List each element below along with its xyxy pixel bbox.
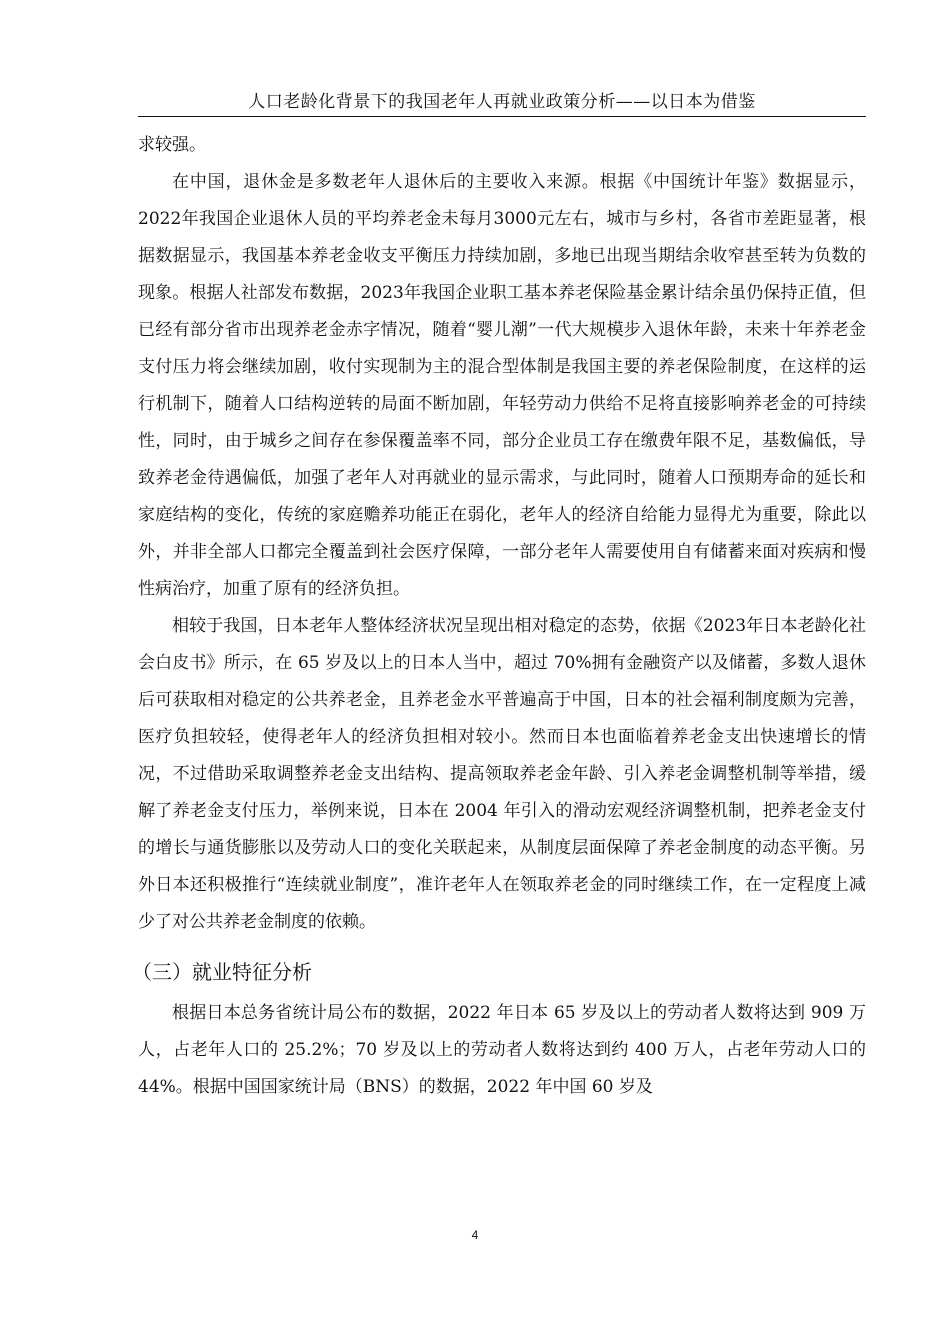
paragraph-employment-stats: 根据日本总务省统计局公布的数据，2022 年日本 65 岁及以上的劳动者人数将达到 909 万人，占老年人口的 25.2%；70 岁及以上的劳动者人数将达到约 400 万人，占老年劳动人口的 44%。根据中国国家统计局（BNS）的数据，2022 年中国 60 岁及: [138, 1003, 866, 1097]
paragraph-continuation: 求较强。: [138, 135, 206, 155]
header-rule: [138, 116, 866, 117]
document-body: [132, 127, 866, 1106]
paragraph-pension-china: 在中国，退休金是多数老年人退休后的主要收入来源。根据《中国统计年鉴》数据显示，2022年我国企业退休人员的平均养老金未每月3000元左右，城市与乡村，各省市差距显著，根据数据显示，我国基本养老金收支平衡压力持续加剧，多地已出现当期结余收窄甚至转为负数的现象。根据人社部发布数据，2023年我国企业职工基本养老保险基金累计结余虽仍保持正值，但已经有部分省市出现养老金赤字情况，随着“婴儿潮”一代大规模步入退休年龄，未来十年养老金支付压力将会继续加剧，收付实现制为主的混合型体制是我国主要的养老保险制度，在这样的运行机制下，随着人口结构逆转的局面不断加剧，年轻劳动力供给不足将直接影响养老金的可持续性，同时，由于城乡之间存在参保覆盖率不同，部分企业员工存在缴费年限不足，基数偏低，导致养老金待遇偏低，加强了老年人对再就业的显示需求，与此同时，随着人口预期寿命的延长和家庭结构的变化，传统的家庭赡养功能正在弱化，老年人的经济自给能力显得尤为重要，除此以外，并非全部人口都完全覆盖到社会医疗保障，一部分老年人需要使用自有储蓄来面对疾病和慢性病治疗，加重了原有的经济负担。: [138, 172, 866, 599]
running-header: 人口老龄化背景下的我国老年人再就业政策分析——以日本为借鉴: [248, 92, 756, 112]
section-heading: （三）就业特征分析: [132, 960, 312, 984]
page-number: 4: [471, 1228, 479, 1242]
paragraph-pension-japan: 相较于我国，日本老年人整体经济状况呈现出相对稳定的态势，依据《2023年日本老龄化社会白皮书》所示，在 65 岁及以上的日本人当中，超过 70%拥有金融资产以及储蓄，多数人退休后可获取相对稳定的公共养老金，且养老金水平普遍高于中国，日本的社会福利制度颇为完善，医疗负担较轻，使得老年人的经济负担相对较小。然而日本也面临着养老金支出快速增长的情况，不过借助采取调整养老金支出结构、提高领取养老金年龄、引入养老金调整机制等举措，缓解了养老金支付压力，举例来说，日本在 2004 年引入的滑动宏观经济调整机制，把养老金支付的增长与通货膨胀以及劳动人口的变化关联起来，从制度层面保障了养老金制度的动态平衡。另外日本还积极推行“连续就业制度”，准许老年人在领取养老金的同时继续工作，在一定程度上减少了对公共养老金制度的依赖。: [138, 616, 866, 932]
